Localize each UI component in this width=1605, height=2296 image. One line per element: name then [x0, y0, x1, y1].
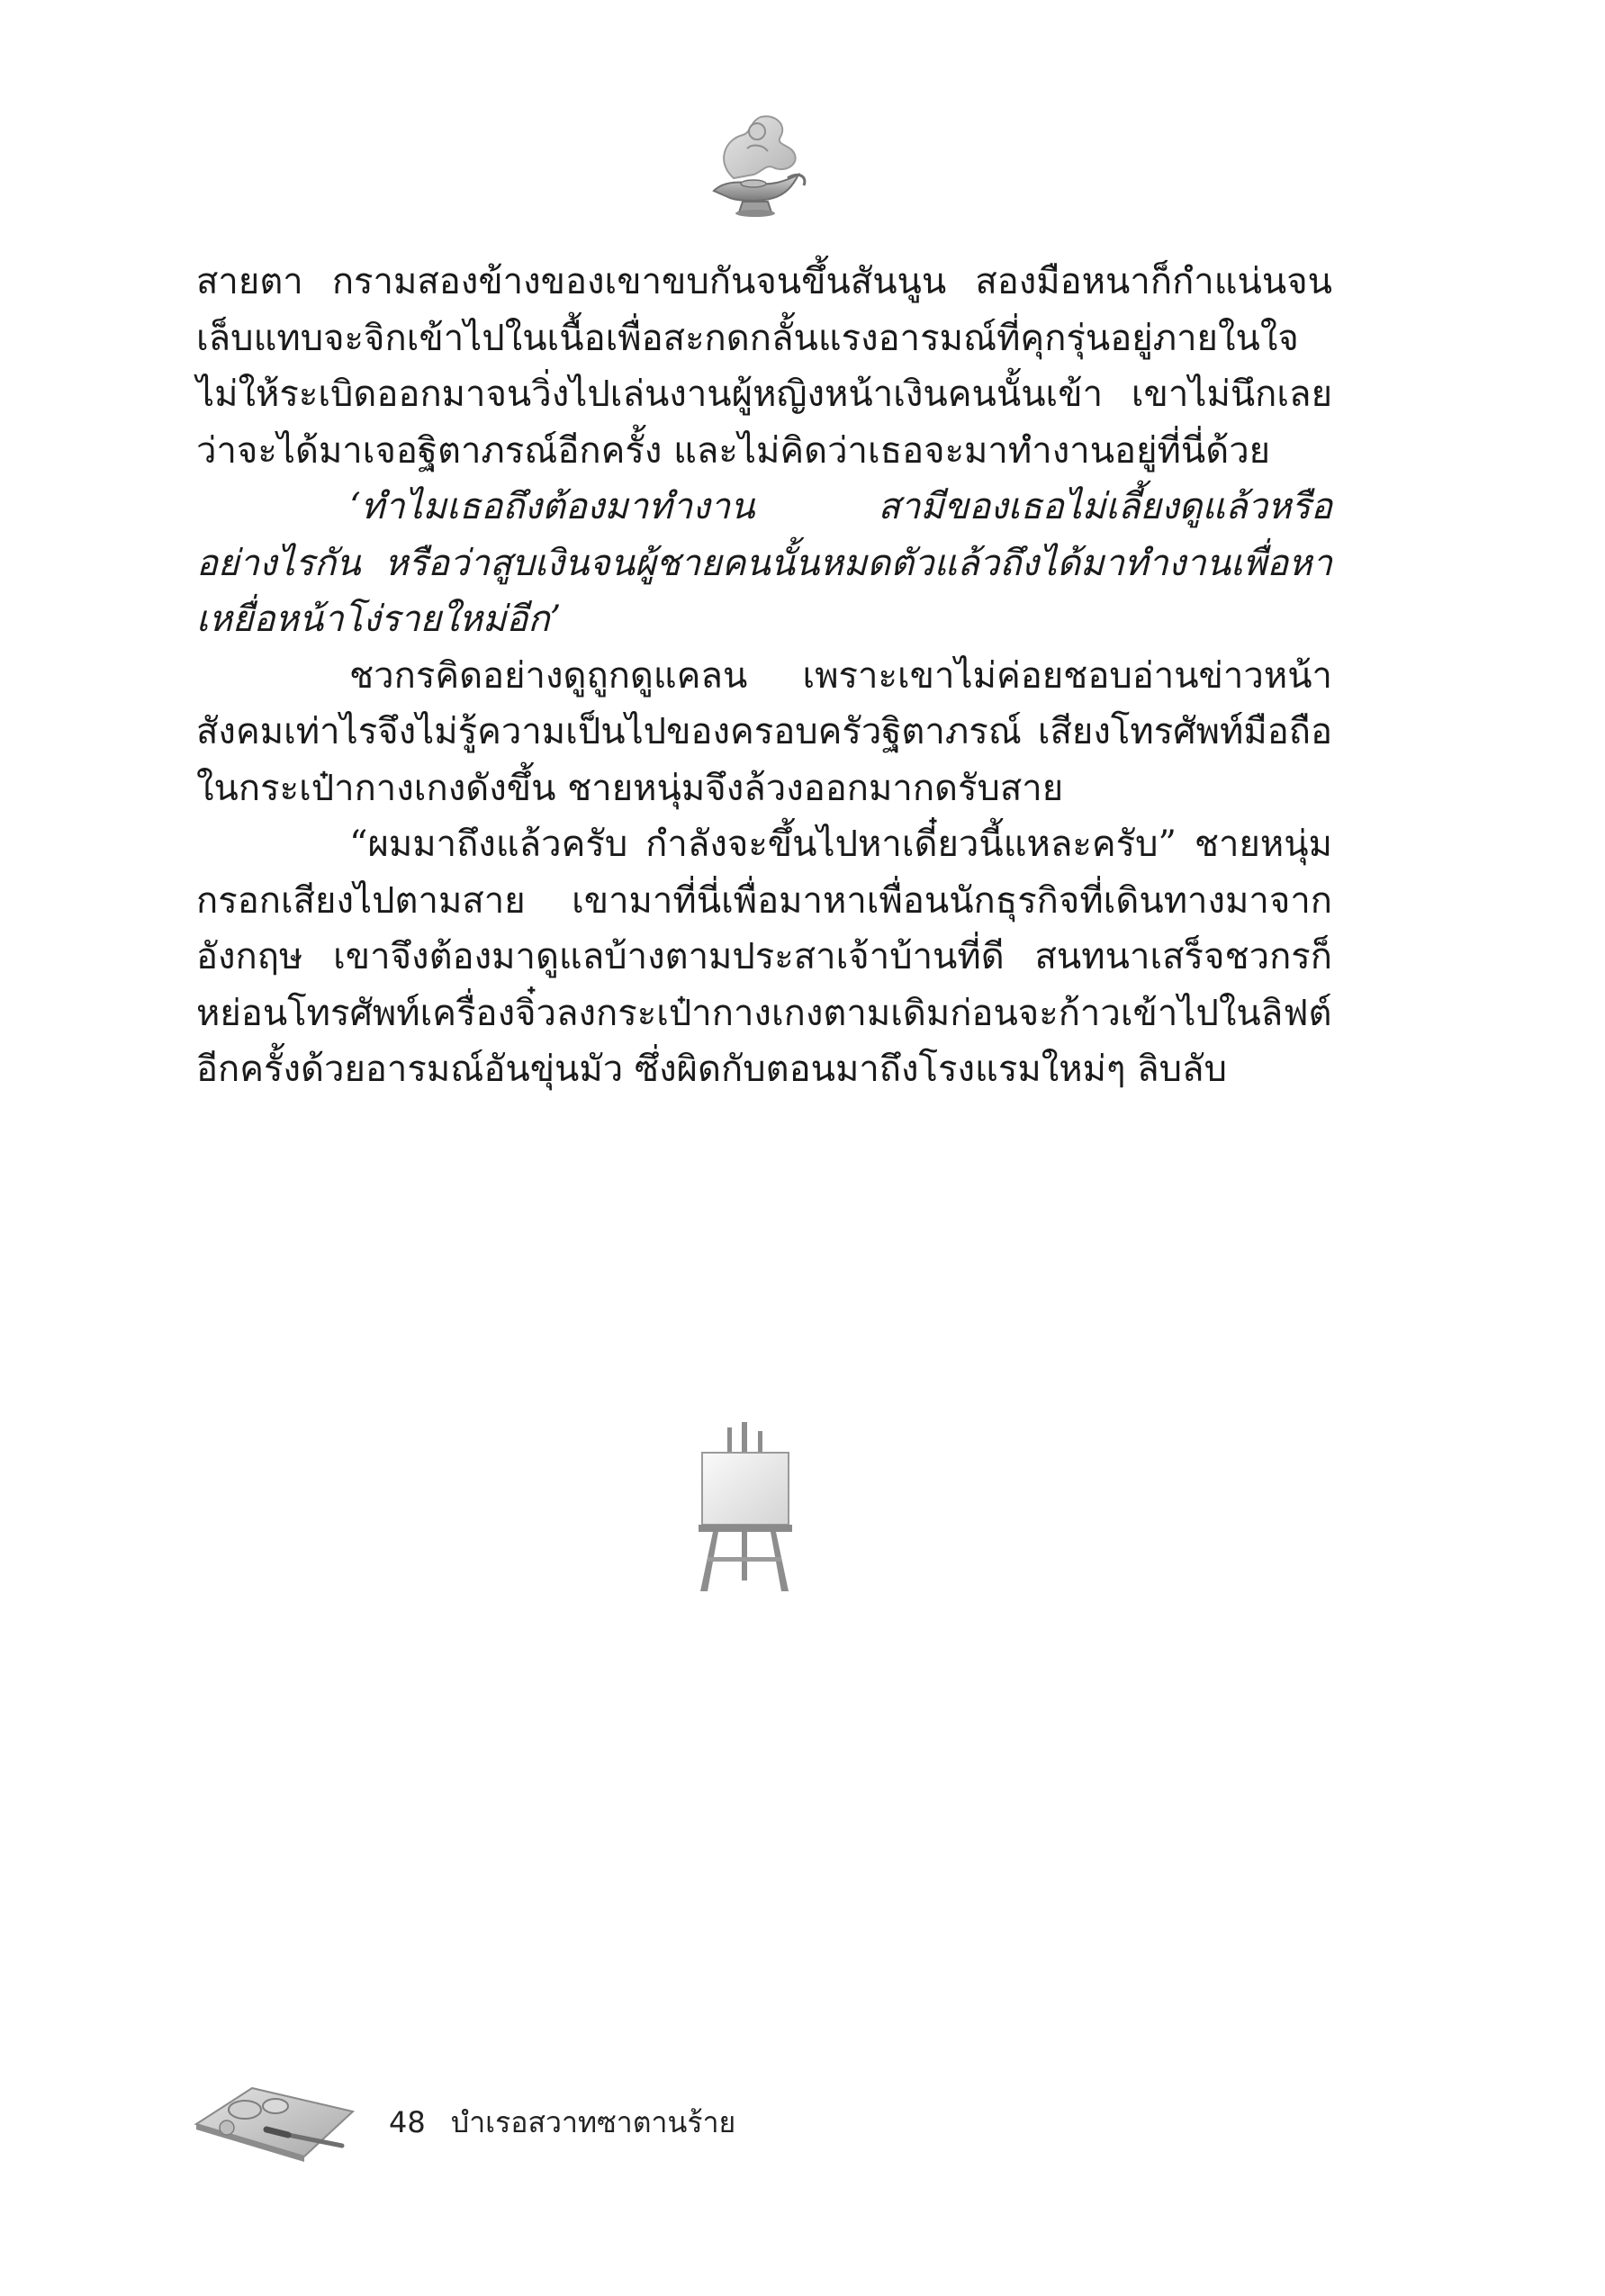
cutting-board-icon [189, 2070, 360, 2165]
paragraph-4: “ผมมาถึงแล้วครับ กำลังจะขึ้นไปหาเดี๋ยวนี้แหละครับ” ชายหนุ่มกรอกเสียงไปตามสาย เขามาที่นี่เพื่อมาหาเพื่อนนักธุรกิจที่เดินทางมาจากอังกฤษ เขาจึงต้องมาดูแลบ้างตามประสาเจ้าบ้านที่ดี สนทนาเสร็จชวกรก็หย่อนโทรศัพท์เครื่องจิ๋วลงกระเป๋ากางเกงตามเดิมก่อนจะก้าวเข้าไปในลิฟต์อีกครั้งด้วยอารมณ์อันขุ่นมัว ซึ่งผิดกับตอนมาถึงโรงแรมใหม่ๆ ลิบลับ [196, 824, 1332, 1090]
page-footer [389, 2100, 735, 2146]
paragraph-1: สายตา กรามสองข้างของเขาขบกันจนขึ้นสันนูน สองมือหนาก็กำแน่นจนเล็บแทบจะจิกเข้าไปในเนื้อเพื่อสะกดกลั้นแรงอารมณ์ที่คุกรุ่นอยู่ภายในใจไม่ให้ระเบิดออกมาจนวิ่งไปเล่นงานผู้หญิงหน้าเงินคนนั้นเข้า เขาไม่นึกเลยว่าจะได้มาเจอฐิตาภรณ์อีกครั้ง และไม่คิดว่าเธอจะมาทำงานอยู่ที่นี่ด้วย [196, 261, 1332, 472]
page-number: 48 [389, 2105, 426, 2139]
paragraph-3: ชวกรคิดอย่างดูถูกดูแคลน เพราะเขาไม่ค่อยชอบอ่านข่าวหน้าสังคมเท่าไรจึงไม่รู้ความเป็นไปของครอบครัวฐิตาภรณ์ เสียงโทรศัพท์มือถือในกระเป๋ากางเกงดังขึ้น ชายหนุ่มจึงล้วงออกมากดรับสาย [196, 654, 1332, 809]
genie-lamp-icon [698, 108, 815, 225]
book-title: บำเรอสวาทซาตานร้าย [450, 2105, 736, 2139]
body-text [196, 254, 1332, 1098]
paragraph-2-inner-thought: ‘ทำไมเธอถึงต้องมาทำงาน สามีของเธอไม่เลี้ยงดูแล้วหรืออย่างไรกัน หรือว่าสูบเงินจนผู้ชายคนนั้นหมดตัวแล้วถึงได้มาทำงานเพื่อหาเหยื่อหน้าโง่รายใหม่อีก’ [196, 486, 1332, 640]
easel-icon [686, 1422, 803, 1593]
